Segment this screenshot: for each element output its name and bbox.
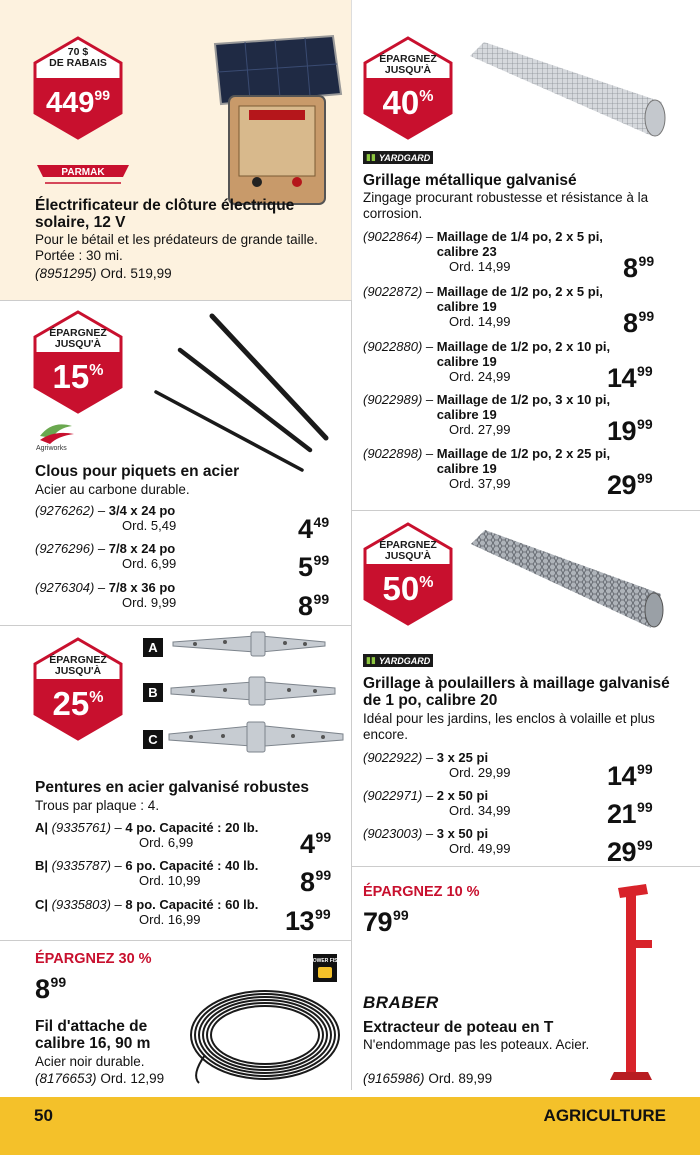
variant-row: (9022971) – 2 x 50 pi Ord. 34,99	[363, 788, 511, 818]
product-description: Acier au carbone durable.	[35, 482, 190, 497]
price: $13^{99}$	[285, 906, 331, 936]
svg-text:POWER FIST: POWER FIST	[309, 958, 341, 964]
price: $8^{99}$	[623, 308, 655, 338]
badge-top-text: ÉPARGNEZ JUSQU'À	[379, 539, 437, 562]
variant-row: (9022898) – Maillage de 1/2 po, 2 x 25 pi, calibre 19 Ord. 37,99	[363, 446, 611, 491]
agriworks-logo	[34, 418, 78, 452]
variant-row: A| (9335761) – 4 po. Capacité : 20 lb. Ord. 6,99	[35, 820, 259, 850]
badge-top-text: ÉPARGNEZ JUSQU'À	[49, 654, 107, 677]
product-description: Trous par plaque : 4.	[35, 798, 160, 813]
svg-text:Agriworks: Agriworks	[36, 445, 67, 452]
product-title: Grillage à poulaillers à maillage galvanisé de 1 po, calibre 20	[363, 675, 670, 709]
sku-line: (8951295) Ord. 519,99	[35, 266, 172, 281]
variant-row: (9022864) – Maillage de 1/4 po, 2 x 5 pi, calibre 23 Ord. 14,99	[363, 229, 603, 274]
product-title: Clous pour piquets en acier	[35, 463, 240, 480]
row-divider	[0, 625, 352, 626]
price: $29^{99}$	[607, 470, 653, 500]
price: $14^{99}$	[607, 761, 653, 791]
product-description: Idéal pour les jardins, les enclos à volaille et plus encore.	[363, 711, 655, 742]
svg-text:PARMAK: PARMAK	[61, 167, 105, 178]
product-description: N'endommage pas les poteaux. Acier.	[363, 1037, 590, 1052]
price: $19^{99}$	[607, 416, 653, 446]
sku-line: (8176653) Ord. 12,99	[35, 1071, 165, 1086]
discount-badge	[33, 36, 123, 140]
price: $8^{99}$	[300, 867, 332, 897]
price: $14^{99}$	[607, 363, 653, 393]
variant-row: (9022880) – Maillage de 1/2 po, 2 x 10 pi, calibre 19 Ord. 24,99	[363, 339, 611, 384]
braber-logo: BRABER	[363, 993, 439, 1012]
product-description: Pour le bétail et les prédateurs de grande taille. Portée : 30 mi.	[35, 232, 318, 263]
save-label: ÉPARGNEZ 30 %	[35, 951, 152, 967]
hinges-image	[165, 630, 345, 755]
product-description: Acier noir durable.	[35, 1054, 145, 1069]
product-title: Pentures en acier galvanisé robustes	[35, 779, 309, 796]
price: $5^{99}$	[298, 552, 330, 582]
column-divider	[351, 300, 352, 1090]
price: $8^{99}$	[623, 253, 655, 283]
product-title: Fil d'attache de calibre 16, 90 m	[35, 1018, 151, 1052]
post-puller-image	[604, 880, 664, 1085]
variant-row: (9022922) – 3 x 25 pi Ord. 29,99	[363, 750, 511, 780]
label-c: C	[143, 730, 163, 749]
product-title: Extracteur de poteau en T	[363, 1019, 554, 1036]
badge-price: $449^{99}$	[46, 87, 110, 119]
variant-row: C| (9335803) – 8 po. Capacité : 60 lb. Ord. 16,99	[35, 897, 259, 927]
product-title: Électrificateur de clôture électrique solaire, 12 V	[35, 197, 295, 231]
badge-percent: 25%	[52, 685, 104, 722]
variant-row: (9023003) – 3 x 50 pi Ord. 49,99	[363, 826, 511, 856]
badge-top-text: ÉPARGNEZ JUSQU'À	[379, 53, 437, 76]
row-divider	[352, 510, 700, 511]
page-number: 50	[34, 1106, 53, 1125]
price: $4^{99}$	[300, 829, 332, 859]
discount-badge	[363, 522, 453, 626]
variant-row: (9022872) – Maillage de 1/2 po, 2 x 5 pi, calibre 19 Ord. 14,99	[363, 284, 603, 329]
save-label: ÉPARGNEZ 10 %	[363, 884, 480, 900]
product-description: Zingage procurant robustesse et résistance à la corrosion.	[363, 190, 649, 221]
tie-wire-coil-image	[185, 985, 345, 1085]
yardgard-logo: ▮▮ YARDGARD	[363, 151, 433, 164]
solar-charger-image	[205, 32, 345, 212]
price: $29^{99}$	[607, 837, 653, 867]
label-a: A	[143, 638, 163, 657]
row-divider	[0, 940, 352, 941]
price: $79^{99}$	[363, 907, 409, 937]
discount-badge	[33, 637, 123, 741]
row-divider	[0, 300, 352, 301]
discount-badge	[33, 310, 123, 414]
steel-stakes-image	[150, 310, 340, 475]
mesh-roll-image	[462, 38, 667, 146]
chicken-wire-image	[465, 528, 665, 634]
row-divider	[352, 866, 700, 867]
variant-row: (9276296) – 7/8 x 24 po Ord. 6,99	[35, 541, 177, 571]
variant-row: (9276304) – 7/8 x 36 po Ord. 9,99	[35, 580, 177, 610]
variant-row: B| (9335787) – 6 po. Capacité : 40 lb. Ord. 10,99	[35, 858, 259, 888]
price: $8^{99}$	[298, 591, 330, 621]
sku-line: (9165986) Ord. 89,99	[363, 1071, 493, 1086]
badge-top-text: ÉPARGNEZ JUSQU'À	[49, 327, 107, 350]
badge-percent: 15%	[52, 358, 104, 395]
variant-row: (9276262) – 3/4 x 24 po Ord. 5,49	[35, 503, 177, 533]
badge-percent: 50%	[382, 570, 434, 607]
badge-top-text: 70 $ DE RABAIS	[49, 46, 107, 69]
label-b: B	[143, 683, 163, 702]
section-title: AGRICULTURE	[543, 1106, 666, 1125]
page-footer	[0, 1097, 700, 1155]
parmak-logo	[35, 161, 131, 191]
product-title: Grillage métallique galvanisé	[363, 172, 577, 189]
discount-badge	[363, 36, 453, 140]
price: $4^{49}$	[298, 514, 330, 544]
variant-row: (9022989) – Maillage de 1/2 po, 3 x 10 pi, calibre 19 Ord. 27,99	[363, 392, 611, 437]
power-fist-logo	[309, 953, 341, 983]
column-divider-top	[351, 0, 352, 300]
badge-percent: 40%	[382, 84, 434, 121]
yardgard-logo: ▮▮ YARDGARD	[363, 654, 433, 667]
price: $8^{99}$	[35, 974, 67, 1004]
price: $21^{99}$	[607, 799, 653, 829]
